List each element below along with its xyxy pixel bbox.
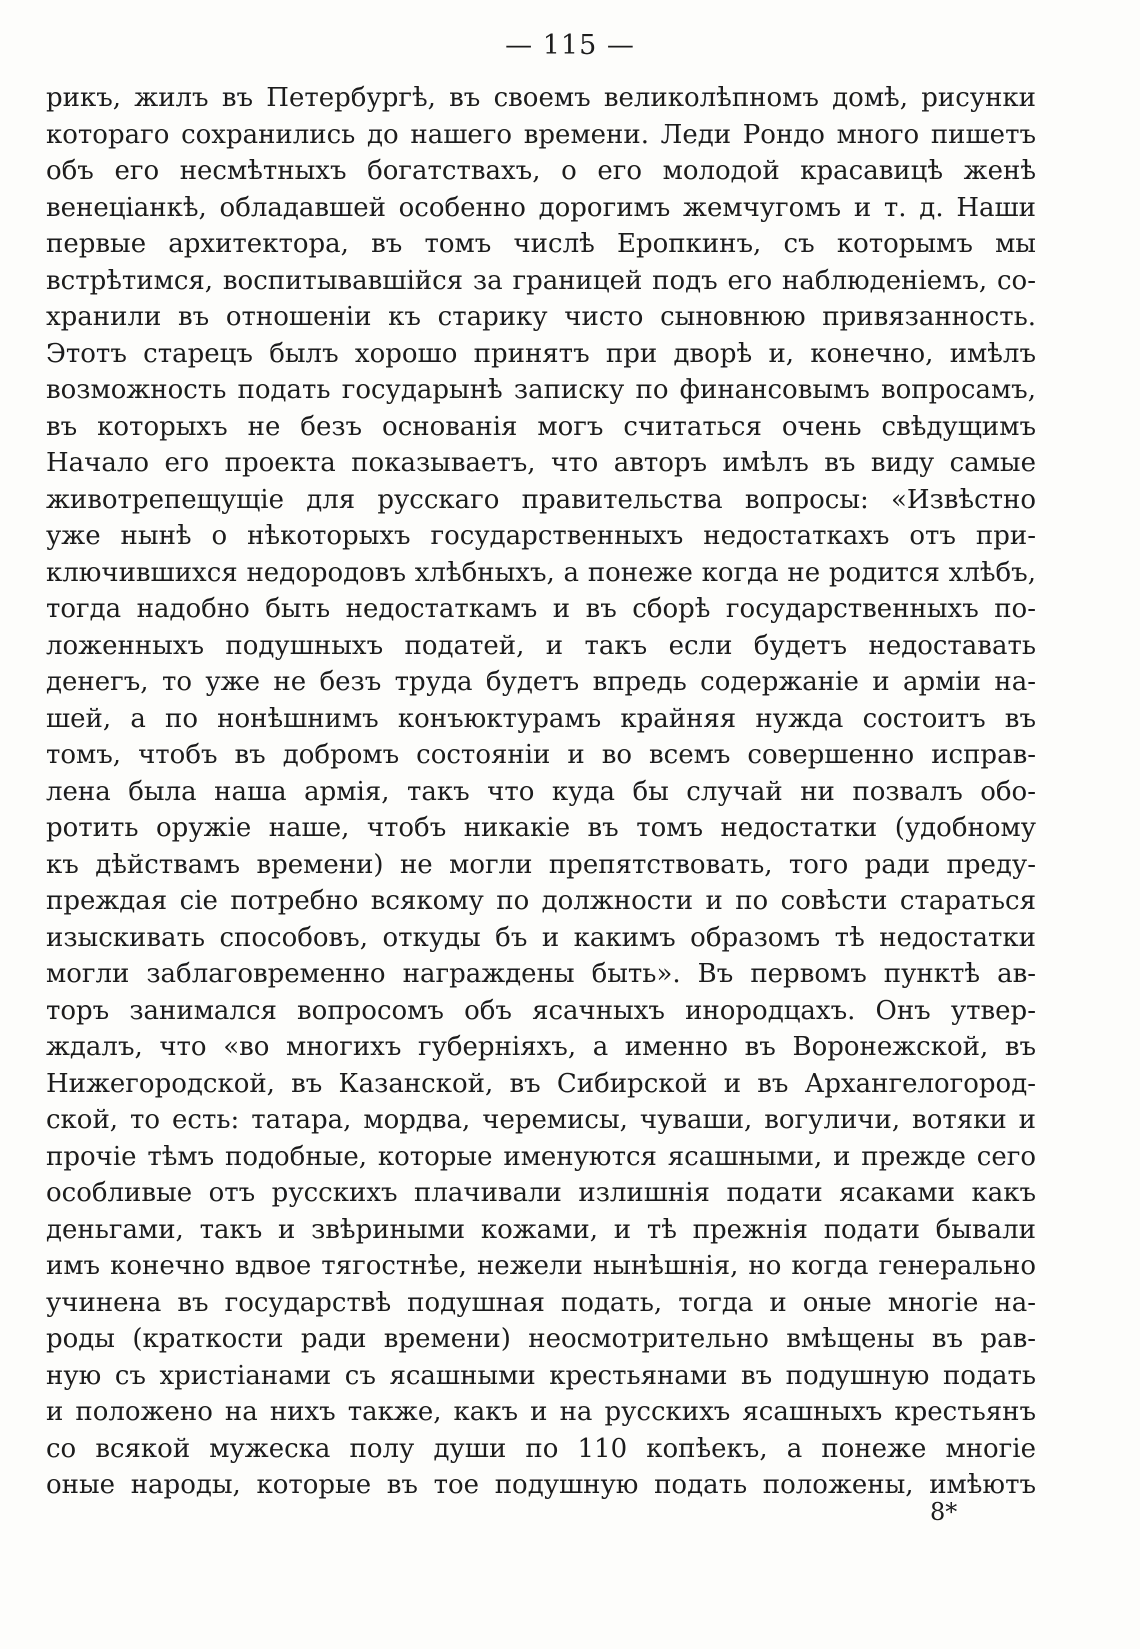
- text-line: прочіе тѣмъ подобные, которые именуются ясашными, и прежде сего: [46, 1141, 1036, 1172]
- text-line: ской, то есть: татара, мордва, черемисы, чуваши, вогуличи, вотяки и: [46, 1105, 1036, 1135]
- text-line: ключившихся недородовъ хлѣбныхъ, а понеже когда не родится хлѣбъ,: [46, 557, 1036, 588]
- signature-mark: 8*: [930, 1498, 958, 1526]
- text-line: со всякой мужеска полу души по 110 копѣекъ, а понеже многіе: [46, 1433, 1036, 1464]
- text-line: къ дѣйствамъ времени) не могли препятствовать, того ради преду-: [46, 849, 1036, 880]
- text-line: встрѣтимся, воспитывавшійся за границей подъ его наблюденіемъ, со-: [46, 265, 1036, 296]
- text-line: котораго сохранились до нашего времени. Леди Рондо много пишетъ: [46, 119, 1036, 150]
- text-line: лена была наша армія, такъ что куда бы случай ни позвалъ обо-: [46, 776, 1036, 807]
- text-line: шей, а по нонѣшнимъ конъюктурамъ крайняя нужда состоитъ въ: [46, 703, 1036, 734]
- text-line: ждалъ, что «во многихъ губерніяхъ, а именно въ Воронежской, въ: [46, 1032, 1036, 1062]
- text-line: животрепещущіе для русскаго правительства вопросы: «Извѣстно: [46, 484, 1036, 515]
- text-line: деньгами, такъ и звѣриными кожами, и тѣ прежнія подати бывали: [46, 1214, 1036, 1245]
- text-line: могли заблаговременно награждены быть». Въ первомъ пунктѣ ав-: [46, 959, 1036, 989]
- text-line: въ которыхъ не безъ основанія могъ считаться очень свѣдущимъ: [46, 411, 1036, 442]
- text-line: Этотъ старецъ былъ хорошо принятъ при дворѣ и, конечно, имѣлъ: [46, 338, 1036, 369]
- text-line: денегъ, то уже не безъ труда будетъ впредь содержаніе и арміи на-: [46, 667, 1036, 697]
- text-line: объ его несмѣтныхъ богатствахъ, о его молодой красавицѣ женѣ: [46, 156, 1036, 186]
- text-line: Начало его проекта показываетъ, что авторъ имѣлъ въ виду самые: [46, 448, 1036, 478]
- text-line: тогда надобно быть недостаткамъ и въ сборѣ государственныхъ по-: [46, 594, 1036, 624]
- text-line: оные народы, которые въ тое подушную подать положены, имѣютъ: [46, 1470, 1036, 1500]
- text-line: томъ, чтобъ въ добромъ состояніи и во всемъ совершенно исправ-: [46, 740, 1036, 770]
- text-line: первые архитектора, въ томъ числѣ Еропкинъ, съ которымъ мы: [46, 229, 1036, 259]
- text-line: учинена въ государствѣ подушная подать, тогда и оные многіе на-: [46, 1287, 1036, 1318]
- page-number: — 115 —: [505, 30, 635, 61]
- text-line: ложенныхъ подушныхъ податей, и такъ если будетъ недоставать: [46, 630, 1036, 661]
- text-line: венеціанкѣ, обладавшей особенно дорогимъ жемчугомъ и т. д. Наши: [46, 192, 1036, 223]
- body-text: [46, 80, 1036, 1504]
- text-line: торъ занимался вопросомъ объ ясачныхъ инородцахъ. Онъ утвер-: [46, 995, 1036, 1026]
- text-line: хранили въ отношеніи къ старику чисто сыновнюю привязанность.: [46, 302, 1036, 332]
- text-line: возможность подать государынѣ записку по финансовымъ вопросамъ,: [46, 375, 1036, 405]
- text-line: изыскивать способовъ, откуды бъ и какимъ образомъ тѣ недостатки: [46, 922, 1036, 953]
- text-line: ную съ христіанами съ ясашными крестьянами въ подушную подать: [46, 1360, 1036, 1391]
- text-line: преждая сіе потребно всякому по должности и по совѣсти стараться: [46, 886, 1036, 916]
- text-line: роды (краткости ради времени) неосмотрительно вмѣщены въ рав-: [46, 1324, 1036, 1354]
- text-line: Нижегородской, въ Казанской, въ Сибирской и въ Архангелогород-: [46, 1068, 1036, 1099]
- text-line: и положено на нихъ также, какъ и на русскихъ ясашныхъ крестьянъ: [46, 1397, 1036, 1427]
- text-line: ротить оружіе наше, чтобъ никакіе въ томъ недостатки (удобному: [46, 813, 1036, 843]
- text-line: рикъ, жилъ въ Петербургѣ, въ своемъ великолѣпномъ домѣ, рисунки: [46, 83, 1036, 113]
- text-line: особливые отъ русскихъ плачивали излишнія подати ясаками какъ: [46, 1178, 1036, 1208]
- text-line: имъ конечно вдвое тягостнѣе, нежели нынѣшнія, но когда генерально: [46, 1251, 1036, 1281]
- text-line: уже нынѣ о нѣкоторыхъ государственныхъ недостаткахъ отъ при-: [46, 521, 1036, 551]
